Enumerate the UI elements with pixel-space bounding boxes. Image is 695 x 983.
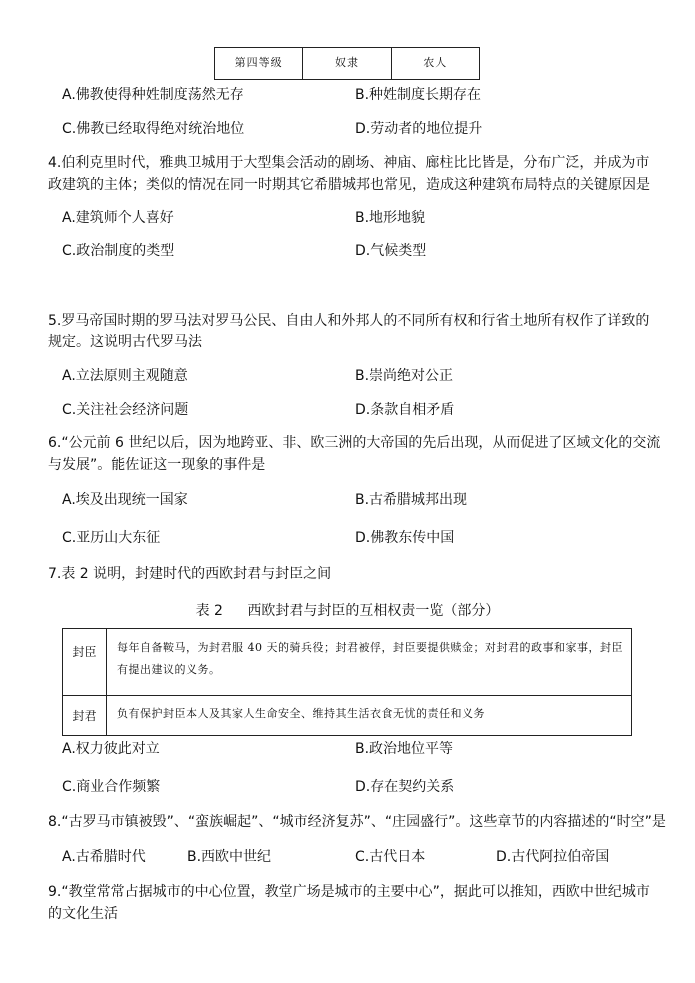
q5-option-b[interactable]: B.崇尚绝对公正 xyxy=(355,368,454,384)
q9-stem-line-2: 的文化生活 xyxy=(48,906,118,922)
q5-stem-line-2: 规定。这说明古代罗马法 xyxy=(48,334,202,350)
q5-option-c[interactable]: C.关注社会经济问题 xyxy=(62,402,189,418)
q8-option-d[interactable]: D.古代阿拉伯帝国 xyxy=(496,849,610,865)
q8-option-c[interactable]: C.古代日本 xyxy=(355,849,426,865)
q6-stem-line-2: 与发展”。能佐证这一现象的事件是 xyxy=(48,457,266,473)
q3-option-a[interactable]: A.佛教使得种姓制度荡然无存 xyxy=(62,87,244,103)
table-2-label: 表 2 xyxy=(195,603,223,619)
table-row-header: 封臣 xyxy=(63,629,107,695)
q3-option-b[interactable]: B.种姓制度长期存在 xyxy=(355,87,482,103)
q8-option-b[interactable]: B.西欧中世纪 xyxy=(187,849,272,865)
q4-option-b[interactable]: B.地形地貌 xyxy=(355,210,426,226)
q4-option-c[interactable]: C.政治制度的类型 xyxy=(62,243,175,259)
q6-option-d[interactable]: D.佛教东传中国 xyxy=(355,530,455,546)
q7-stem: 7.表 2 说明，封建时代的西欧封君与封臣之间 xyxy=(48,566,332,582)
table-row-body: 负有保护封臣本人及其家人生命安全、维持其生活衣食无忧的责任和义务 xyxy=(117,707,485,720)
table-cell: 农人 xyxy=(423,56,448,69)
q8-option-a[interactable]: A.古希腊时代 xyxy=(62,849,146,865)
table-row-body: 每年自备鞍马，为封君服 40 天的骑兵役；封君被俘，封臣要提供赎金；对封君的政事和家事，封臣有提出建议的义务。 xyxy=(117,641,623,676)
table-cell: 奴隶 xyxy=(303,48,391,79)
q9-stem-line-1: 9.“教堂常常占据城市的中心位置，教堂广场是城市的主要中心”，据此可以推知，西欧中世纪城市 xyxy=(48,884,650,900)
q4-option-d[interactable]: D.气候类型 xyxy=(355,243,427,259)
q7-option-c[interactable]: C.商业合作频繁 xyxy=(62,779,161,795)
table-row xyxy=(63,695,631,735)
q4-stem-line-2: 政建筑的主体；类似的情况在同一时期其它希腊城邦也常见，造成这种建筑布局特点的关键原因是 xyxy=(48,177,650,193)
table-2-caption xyxy=(0,600,695,620)
q6-stem-line-1: 6.“公元前 6 世纪以后，因为地跨亚、非、欧三洲的大帝国的先后出现，从而促进了区域文化的交流 xyxy=(48,435,661,451)
q4-option-a[interactable]: A.建筑师个人喜好 xyxy=(62,210,174,226)
q6-option-a[interactable]: A.埃及出现统一国家 xyxy=(62,492,188,508)
q7-option-a[interactable]: A.权力彼此对立 xyxy=(62,741,160,757)
table-row xyxy=(63,629,631,696)
q5-option-d[interactable]: D.条款自相矛盾 xyxy=(355,402,455,418)
q3-option-c[interactable]: C.佛教已经取得绝对统治地位 xyxy=(62,121,245,137)
q7-option-d[interactable]: D.存在契约关系 xyxy=(355,779,455,795)
q3-option-d[interactable]: D.劳动者的地位提升 xyxy=(355,121,483,137)
q4-stem-line-1: 4.伯利克里时代，雅典卫城用于大型集会活动的剧场、神庙、廊柱比比皆是，分布广泛，并成为市 xyxy=(48,155,650,171)
q6-option-b[interactable]: B.古希腊城邦出现 xyxy=(355,492,468,508)
caste-table-fragment xyxy=(214,47,480,80)
q5-option-a[interactable]: A.立法原则主观随意 xyxy=(62,368,188,384)
table-cell: 第四等级 xyxy=(215,48,303,79)
q8-stem: 8.“古罗马市镇被毁”、“蛮族崛起”、“城市经济复苏”、“庄园盛行”。这些章节的内容描述的“时空”是 xyxy=(48,814,666,830)
table-row-header: 封君 xyxy=(63,695,107,735)
table-2-title: 西欧封君与封臣的互相权责一览（部分） xyxy=(247,603,500,619)
q7-option-b[interactable]: B.政治地位平等 xyxy=(355,741,454,757)
q5-stem-line-1: 5.罗马帝国时期的罗马法对罗马公民、自由人和外邦人的不同所有权和行省土地所有权作了详致的 xyxy=(48,313,650,329)
table-2 xyxy=(62,628,632,736)
q6-option-c[interactable]: C.亚历山大东征 xyxy=(62,530,161,546)
